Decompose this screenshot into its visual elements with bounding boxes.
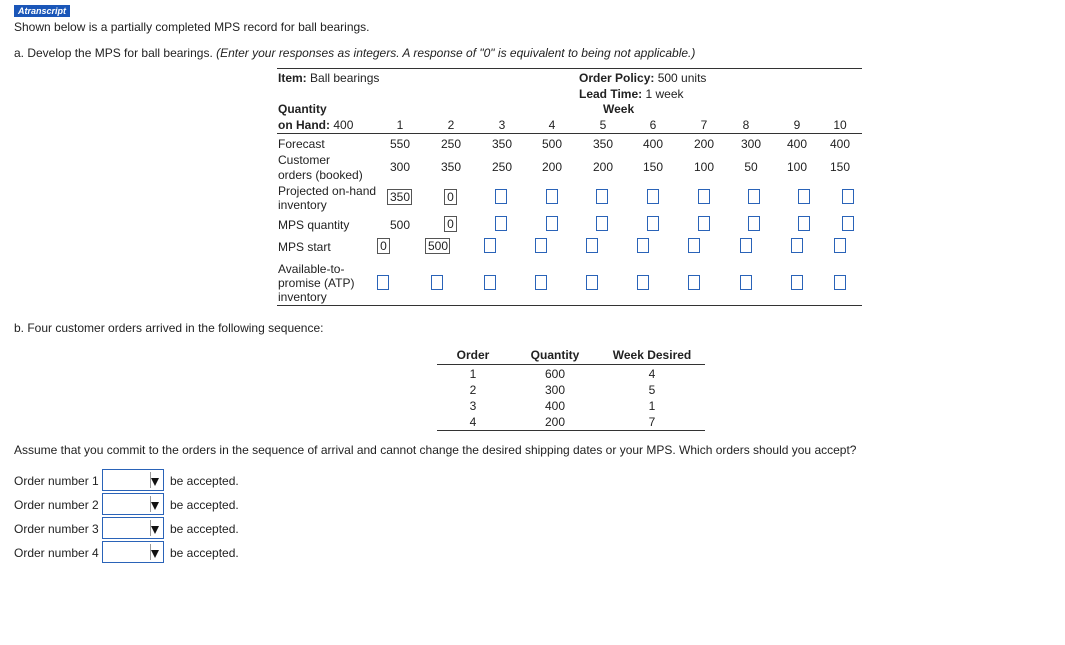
chevron-down-icon (151, 478, 159, 486)
mps-top-rule (277, 68, 862, 69)
chevron-down-icon (151, 550, 159, 558)
poh-week-3-input[interactable] (495, 189, 507, 204)
mps-quantity-week-6-input[interactable] (647, 216, 659, 231)
poh-week-5-input[interactable] (596, 189, 608, 204)
question-text: Assume that you commit to the orders in the sequence of arrival and cannot change the desired shipping dates or your MPS. Which orders should you accept? (14, 443, 857, 457)
forecast-week-4: 500 (541, 137, 563, 151)
mps-quantity-week-8-input[interactable] (748, 216, 760, 231)
week-8-header: 8 (742, 118, 750, 132)
order-3-suffix: be accepted. (170, 522, 239, 536)
order-3-select[interactable] (102, 517, 164, 539)
poh-week-10-input[interactable] (842, 189, 854, 204)
forecast-week-9: 400 (786, 137, 808, 151)
chevron-down-icon (151, 502, 159, 510)
week-10-header: 10 (833, 118, 847, 132)
orders-header-week: Week Desired (612, 348, 692, 362)
mps-start-label: MPS start (278, 240, 331, 254)
customer-orders-week-6: 150 (642, 160, 664, 174)
order-2-number: 2 (469, 383, 477, 397)
poh-label-2: inventory (278, 198, 327, 212)
dropdown-button[interactable] (150, 544, 162, 560)
customer-orders-week-7: 100 (693, 160, 715, 174)
order-3-label: Order number 3 (14, 522, 99, 536)
mps-bottom-rule (277, 305, 862, 306)
forecast-week-2: 250 (440, 137, 462, 151)
customer-orders-week-2: 350 (440, 160, 462, 174)
week-6-header: 6 (649, 118, 657, 132)
mps-start-week-8-input[interactable] (740, 238, 752, 253)
part-b-intro: b. Four customer orders arrived in the following sequence: (14, 321, 324, 335)
mps-quantity-week-4-input[interactable] (546, 216, 558, 231)
order-1-select[interactable] (102, 469, 164, 491)
transcript-badge[interactable]: Atranscript (14, 5, 70, 17)
part-a-instruction: (Enter your responses as integers. A response of "0" is equivalent to being not applicable.) (216, 46, 696, 60)
header-rule (277, 133, 862, 134)
order-3-number: 3 (469, 399, 477, 413)
mps-quantity-week-3-input[interactable] (495, 216, 507, 231)
poh-week-6-input[interactable] (647, 189, 659, 204)
qoh-label-1: Quantity (278, 102, 327, 116)
week-3-header: 3 (498, 118, 506, 132)
mps-start-week-5-input[interactable] (586, 238, 598, 253)
poh-week-7-input[interactable] (698, 189, 710, 204)
customer-label-1: Customer (278, 153, 331, 167)
customer-orders-week-9: 100 (786, 160, 808, 174)
atp-week-8-input[interactable] (740, 275, 752, 290)
atp-label-2: promise (ATP) (278, 276, 355, 290)
atp-week-5-input[interactable] (586, 275, 598, 290)
customer-orders-week-4: 200 (541, 160, 563, 174)
item-value: Ball bearings (310, 71, 380, 85)
atp-label-3: inventory (278, 290, 327, 304)
customer-label-2: orders (booked) (278, 168, 363, 182)
item-label: Item: (278, 71, 307, 85)
forecast-week-7: 200 (693, 137, 715, 151)
order-1-quantity: 600 (544, 367, 566, 381)
order-policy (579, 71, 706, 85)
mps-start-week-1-input[interactable]: 0 (377, 238, 390, 254)
order-4-week-desired: 7 (648, 415, 656, 429)
mps-start-week-4-input[interactable] (535, 238, 547, 253)
atp-week-2-input[interactable] (431, 275, 443, 290)
orders-header-order: Order (456, 348, 490, 362)
forecast-week-1: 550 (389, 137, 411, 151)
mps-quantity-week-7-input[interactable] (698, 216, 710, 231)
poh-week-8-input[interactable] (748, 189, 760, 204)
order-4-quantity: 200 (544, 415, 566, 429)
order-1-suffix: be accepted. (170, 474, 239, 488)
dropdown-button[interactable] (150, 472, 162, 488)
forecast-week-5: 350 (592, 137, 614, 151)
order-policy-value: 500 units (657, 71, 707, 85)
mps-quantity-week-2-input[interactable]: 0 (444, 216, 457, 232)
part-a-prefix: a. Develop the MPS for ball bearings. (14, 46, 213, 60)
order-2-quantity: 300 (544, 383, 566, 397)
order-2-week-desired: 5 (648, 383, 656, 397)
mps-start-week-2-input[interactable]: 500 (425, 238, 450, 254)
mps-start-week-10-input[interactable] (834, 238, 846, 253)
lead-time-value: 1 week (645, 87, 684, 101)
mps-quantity-week-9-input[interactable] (798, 216, 810, 231)
atp-week-7-input[interactable] (688, 275, 700, 290)
order-2-label: Order number 2 (14, 498, 99, 512)
order-policy-label: Order Policy: (579, 71, 655, 85)
week-5-header: 5 (599, 118, 607, 132)
atp-week-3-input[interactable] (484, 275, 496, 290)
dropdown-button[interactable] (150, 496, 162, 512)
qoh-label-2: on Hand: (278, 118, 330, 132)
week-header: Week (603, 102, 635, 116)
atp-week-10-input[interactable] (834, 275, 846, 290)
poh-week-4-input[interactable] (546, 189, 558, 204)
atp-week-6-input[interactable] (637, 275, 649, 290)
lead-time (579, 87, 684, 101)
mps-start-week-3-input[interactable] (484, 238, 496, 253)
customer-orders-week-8: 50 (744, 160, 758, 174)
mps-quantity-week-1: 500 (389, 218, 411, 232)
chevron-down-icon (151, 526, 159, 534)
week-7-header: 7 (700, 118, 708, 132)
order-2-suffix: be accepted. (170, 498, 239, 512)
mps-quantity-week-5-input[interactable] (596, 216, 608, 231)
order-4-number: 4 (469, 415, 477, 429)
item-line (278, 71, 379, 85)
atp-week-1-input[interactable] (377, 275, 389, 290)
customer-orders-week-1: 300 (389, 160, 411, 174)
atp-week-9-input[interactable] (791, 275, 803, 290)
order-3-quantity: 400 (544, 399, 566, 413)
week-9-header: 9 (793, 118, 801, 132)
qoh-line (278, 118, 353, 132)
forecast-week-6: 400 (642, 137, 664, 151)
mps-quantity-week-10-input[interactable] (842, 216, 854, 231)
customer-orders-week-3: 250 (491, 160, 513, 174)
order-1-week-desired: 4 (648, 367, 656, 381)
mps-start-week-9-input[interactable] (791, 238, 803, 253)
mps-qty-label: MPS quantity (278, 218, 350, 232)
customer-orders-week-5: 200 (592, 160, 614, 174)
forecast-label: Forecast (278, 137, 325, 151)
week-2-header: 2 (447, 118, 455, 132)
order-2-select[interactable] (102, 493, 164, 515)
order-3-week-desired: 1 (648, 399, 656, 413)
poh-week-1-input[interactable]: 350 (387, 189, 412, 205)
qoh-value: 400 (333, 118, 354, 132)
poh-week-2-input[interactable]: 0 (444, 189, 457, 205)
customer-orders-week-10: 150 (829, 160, 851, 174)
orders-header-rule (437, 364, 705, 365)
intro-text: Shown below is a partially completed MPS record for ball bearings. (14, 20, 370, 34)
order-1-label: Order number 1 (14, 474, 99, 488)
mps-start-week-7-input[interactable] (688, 238, 700, 253)
lead-time-label: Lead Time: (579, 87, 643, 101)
week-4-header: 4 (548, 118, 556, 132)
poh-label-1: Projected on-hand (278, 184, 377, 198)
dropdown-button[interactable] (150, 520, 162, 536)
atp-label-1: Available-to- (278, 262, 345, 276)
forecast-week-3: 350 (491, 137, 513, 151)
orders-header-quantity: Quantity (530, 348, 580, 362)
part-a-text (14, 46, 695, 60)
atp-week-4-input[interactable] (535, 275, 547, 290)
forecast-week-8: 300 (740, 137, 762, 151)
orders-bottom-rule (437, 430, 705, 431)
mps-start-week-6-input[interactable] (637, 238, 649, 253)
week-1-header: 1 (396, 118, 404, 132)
poh-week-9-input[interactable] (798, 189, 810, 204)
order-4-label: Order number 4 (14, 546, 99, 560)
order-4-suffix: be accepted. (170, 546, 239, 560)
forecast-week-10: 400 (829, 137, 851, 151)
order-4-select[interactable] (102, 541, 164, 563)
order-1-number: 1 (469, 367, 477, 381)
